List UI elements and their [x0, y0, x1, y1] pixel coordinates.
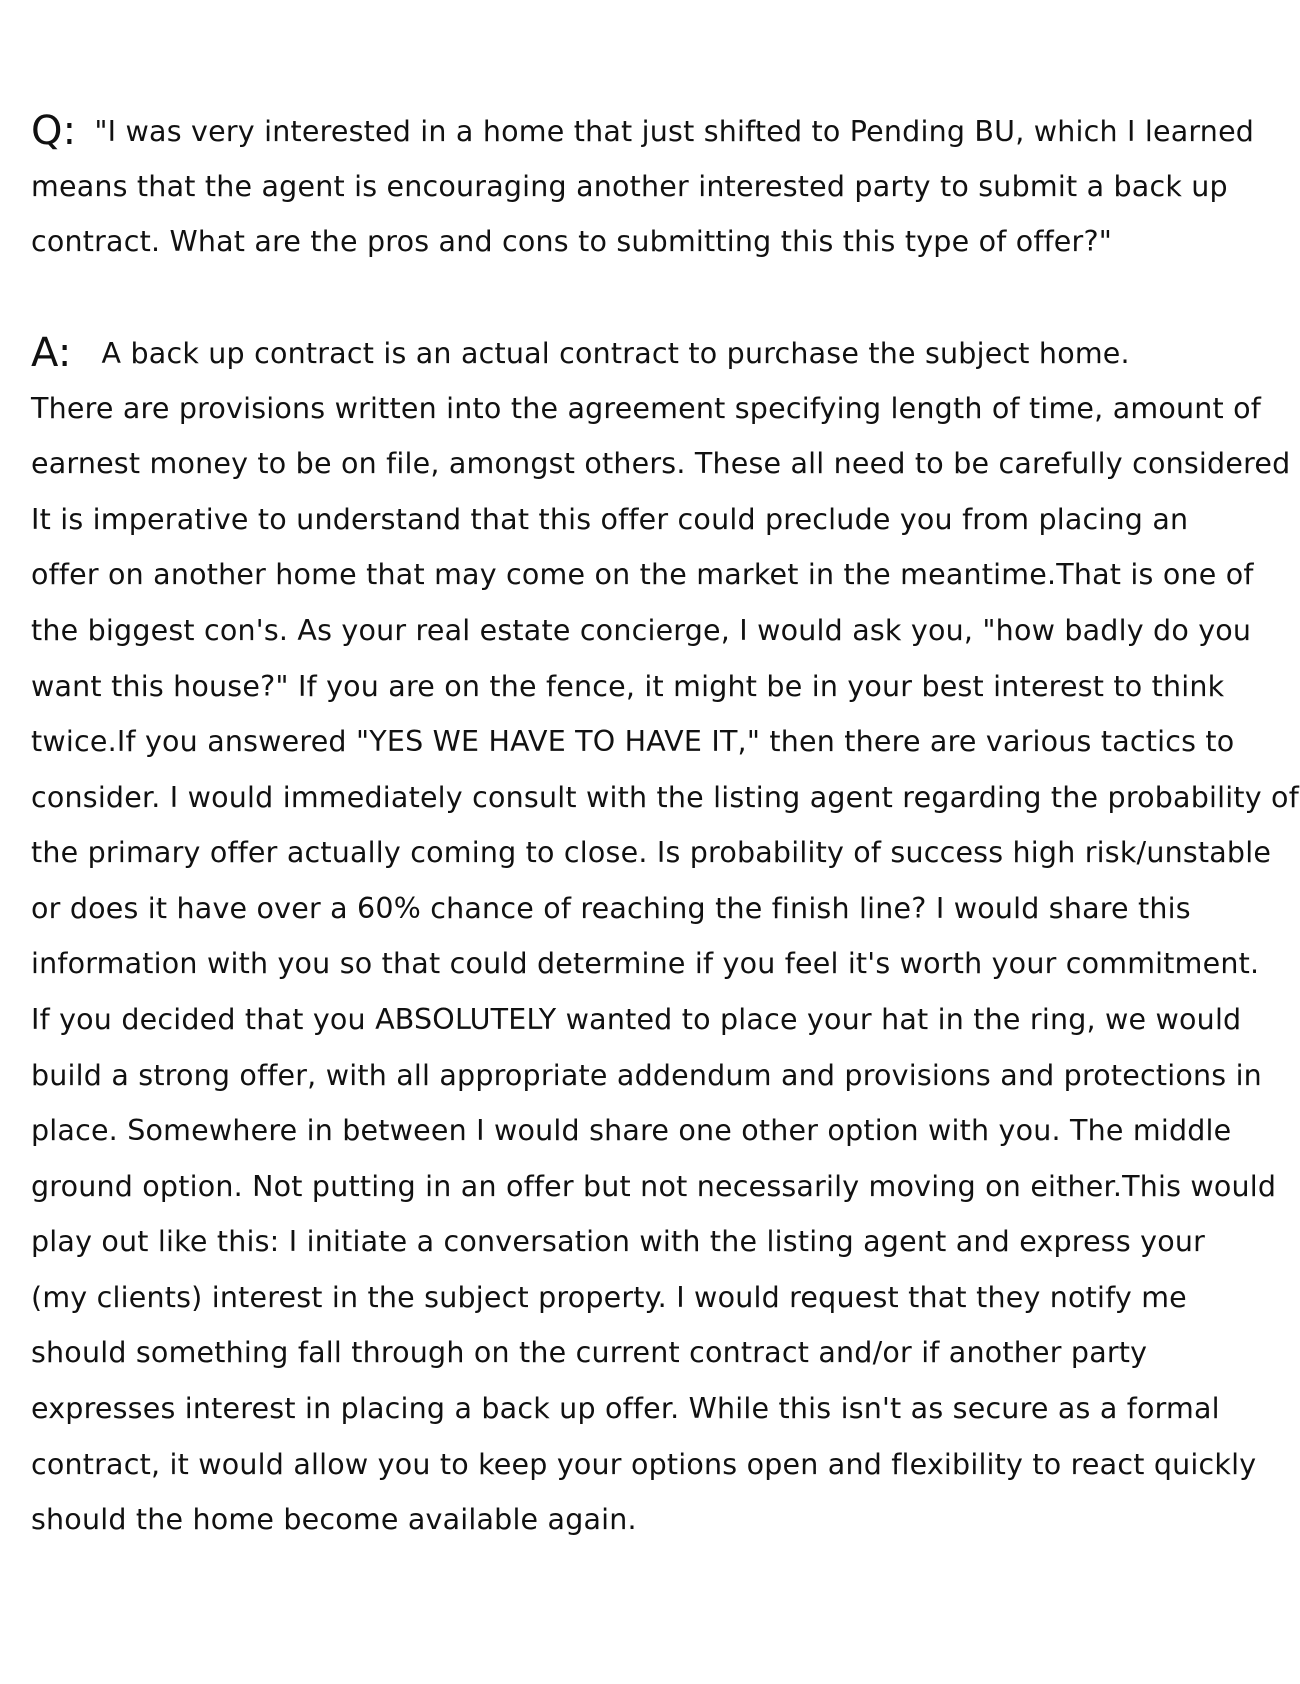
answer-line-20: expresses interest in placing a back up offer. While this isn't as secure as a formal	[31, 1392, 1220, 1425]
question-line-3: contract. What are the pros and cons to submitting this this type of offer?"	[31, 225, 1113, 258]
answer-line-11: or does it have over a 60% chance of reaching the finish line? I would share this	[31, 892, 1191, 925]
answer-line-5: offer on another home that may come on the market in the meantime.That is one of	[31, 558, 1254, 591]
answer-line-4: It is imperative to understand that this offer could preclude you from placing an	[31, 503, 1189, 536]
answer-line-17: play out like this: I initiate a conversation with the listing agent and express your	[31, 1225, 1206, 1258]
answer-line-2: There are provisions written into the agreement specifying length of time, amount of	[31, 392, 1261, 425]
answer-text: A back up contract is an actual contract to purchase the subject home.	[101, 337, 1130, 370]
answer-line-7: want this house?" If you are on the fence, it might be in your best interest to think	[31, 670, 1225, 703]
answer-line-9: consider. I would immediately consult with the listing agent regarding the probability of	[31, 781, 1299, 814]
answer-marker: A:	[31, 330, 72, 376]
answer-line-1	[31, 330, 1130, 376]
answer-line-18: (my clients) interest in the subject property. I would request that they notify me	[31, 1281, 1187, 1314]
answer-line-13: If you decided that you ABSOLUTELY wanted to place your hat in the ring, we would	[31, 1003, 1242, 1036]
question-line-2: means that the agent is encouraging another interested party to submit a back up	[31, 170, 1228, 203]
answer-line-8: twice.If you answered "YES WE HAVE TO HAVE IT," then there are various tactics to	[31, 725, 1235, 758]
answer-line-22: should the home become available again.	[31, 1503, 637, 1536]
answer-line-15: place. Somewhere in between I would share one other option with you. The middle	[31, 1114, 1232, 1147]
answer-line-19: should something fall through on the current contract and/or if another party	[31, 1336, 1148, 1369]
answer-line-3: earnest money to be on file, amongst others. These all need to be carefully considered	[31, 447, 1291, 480]
question-text: "I was very interested in a home that just shifted to Pending BU, which I learned	[94, 115, 1255, 148]
answer-line-21: contract, it would allow you to keep your options open and flexibility to react quickly	[31, 1448, 1257, 1481]
answer-line-10: the primary offer actually coming to close. Is probability of success high risk/unstable	[31, 836, 1272, 869]
answer-line-12: information with you so that could determine if you feel it's worth your commitment.	[31, 947, 1260, 980]
answer-line-14: build a strong offer, with all appropriate addendum and provisions and protections in	[31, 1059, 1262, 1092]
answer-line-6: the biggest con's. As your real estate concierge, I would ask you, "how badly do you	[31, 614, 1252, 647]
question-marker: Q:	[31, 108, 77, 154]
question-line-1	[31, 108, 1255, 154]
answer-line-16: ground option. Not putting in an offer but not necessarily moving on either.This would	[31, 1170, 1277, 1203]
